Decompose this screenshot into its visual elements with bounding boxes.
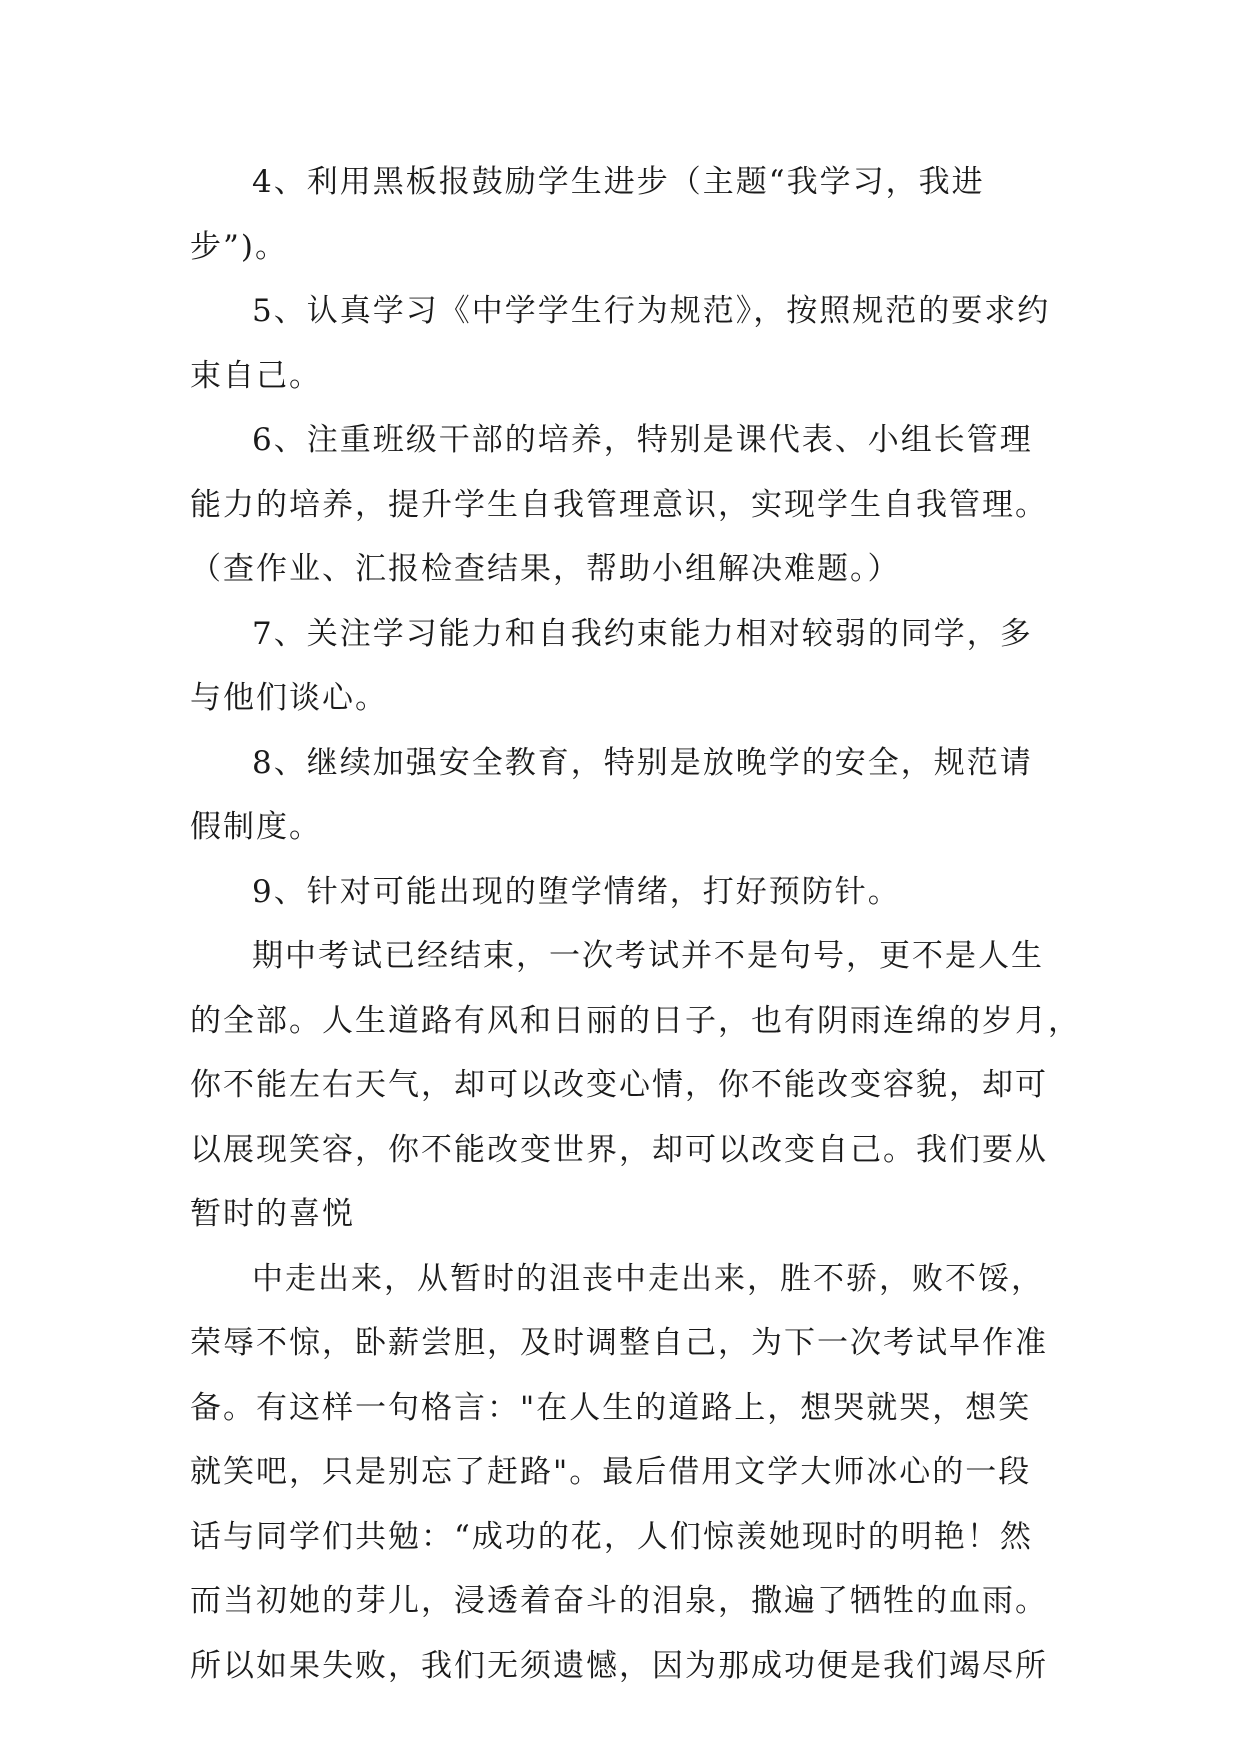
text-line: 中走出来，从暂时的沮丧中走出来，胜不骄，败不馁， <box>252 1260 1044 1297</box>
paragraph-item-8 <box>190 731 1060 860</box>
paragraph-closing <box>190 1247 1060 1699</box>
text-line: 6、注重班级干部的培养，特别是课代表、小组长管理 <box>252 422 1033 458</box>
text-line: 所以如果失败，我们无须遗憾，因为那成功便是我们竭尽所 <box>190 1647 1048 1684</box>
paragraph-item-9 <box>190 860 1060 925</box>
text-line: 备。有这样一句格言："在人生的道路上，想哭就哭，想笑 <box>190 1389 1032 1426</box>
paragraph-item-7 <box>190 602 1060 731</box>
text-line: 期中考试已经结束，一次考试并不是句号，更不是人生 <box>252 938 1044 974</box>
text-line: 暂时的喜悦 <box>190 1196 355 1232</box>
text-line: 步”)。 <box>190 228 288 265</box>
text-line: 荣辱不惊，卧薪尝胆，及时调整自己，为下一次考试早作准 <box>190 1325 1048 1361</box>
text-line: 话与同学们共勉：“成功的花，人们惊羡她现时的明艳！然 <box>190 1518 1033 1555</box>
text-line: 就笑吧，只是别忘了赶路"。最后借用文学大师冰心的一段 <box>190 1454 1032 1490</box>
paragraph-midterm <box>190 924 1081 1247</box>
text-line: 能力的培养，提升学生自我管理意识，实现学生自我管理。 <box>190 486 1048 523</box>
text-line: （查作业、汇报检查结果，帮助小组解决难题。） <box>190 551 901 587</box>
text-line: 束自己。 <box>190 357 322 394</box>
text-line: 以展现笑容，你不能改变世界，却可以改变自己。我们要从 <box>190 1131 1048 1168</box>
paragraph-item-5 <box>190 279 1060 408</box>
text-line: 你不能左右天气，却可以改变心情，你不能改变容貌，却可 <box>190 1067 1048 1103</box>
text-line: 8、继续加强安全教育，特别是放晚学的安全，规范请 <box>252 744 1033 781</box>
document-body <box>190 150 1081 1698</box>
text-line: 假制度。 <box>190 809 322 845</box>
text-line: 与他们谈心。 <box>190 680 388 716</box>
text-line: 而当初她的芽儿，浸透着奋斗的泪泉，撒遍了牺牲的血雨。 <box>190 1583 1048 1619</box>
paragraph-item-6 <box>190 408 1060 602</box>
text-line: 9、针对可能出现的堕学情绪，打好预防针。 <box>252 873 901 910</box>
text-line: 7、关注学习能力和自我约束能力相对较弱的同学，多 <box>252 615 1033 652</box>
text-line: 5、认真学习《中学学生行为规范》，按照规范的要求约 <box>252 293 1051 329</box>
text-line: 的全部。人生道路有风和日丽的日子，也有阴雨连绵的岁月， <box>190 1002 1081 1039</box>
text-line: 4、利用黑板报鼓励学生进步（主题“我学习，我进 <box>252 164 985 200</box>
paragraph-item-4 <box>190 150 1060 279</box>
